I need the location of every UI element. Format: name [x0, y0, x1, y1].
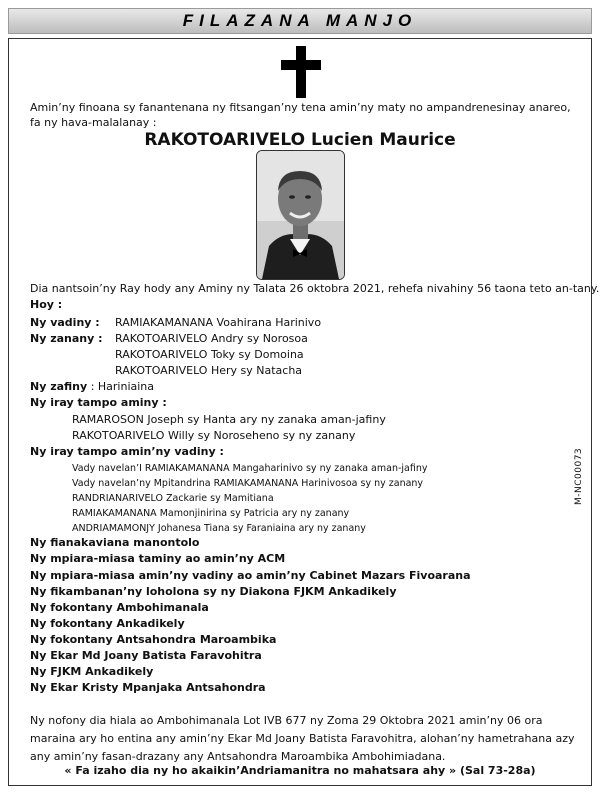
others-item: Ny FJKM Ankadikely [30, 665, 154, 678]
others-item: Ny Ekar Kristy Mpanjaka Antsahondra [30, 681, 266, 694]
zafiny-row [30, 379, 154, 394]
header-title: FILAZANA MANJO [182, 11, 418, 30]
others-item: Ny mpiara-miasa amin’ny vadiny ao amin’ny Cabinet Mazars Fivoarana [30, 569, 471, 582]
iray-tampo-vadiny-label: Ny iray tampo amin’ny vadiny : [30, 445, 224, 458]
reference-code: M-NC00073 [574, 447, 584, 505]
others-item: Ny fokontany Antsahondra Maroambika [30, 633, 277, 646]
zanany-line: RAKOTOARIVELO Andry sy Norosoa [115, 332, 308, 345]
intro-text: Amin’ny finoana sy fanantenana ny fitsangan’ny tena amin’ny maty no ampandrenesinay anareo, fa ny hava-malalanay : [30, 101, 571, 129]
vadiny-value: RAMIAKAMANANA Voahirana Harinivo [115, 316, 322, 329]
zanany-label: Ny zanany : [30, 332, 103, 345]
iray-tampo-aminy-line: RAMAROSON Joseph sy Hanta ary ny zanaka aman-jafiny [72, 413, 386, 426]
zanany-line: RAKOTOARIVELO Toky sy Domoina [115, 348, 304, 361]
announcement-text: Dia nantsoin’ny Ray hody any Aminy ny Talata 26 oktobra 2021, rehefa nivahiny 56 taona teto an-tany. [30, 282, 600, 295]
funeral-details: Ny nofony dia hiala ao Ambohimanala Lot IVB 677 ny Zoma 29 Oktobra 2021 amin’ny 06 ora maraina ary ho entina any amin’ny Ekar Md Joany Batista Faravohitra, alohan’ny hametrahana azy any amin’ny fasan-drazany any Antsahondra Maroambika Ambohimiadana. [30, 714, 575, 763]
deceased-photo [256, 150, 345, 280]
iray-tampo-aminy-label: Ny iray tampo aminy : [30, 396, 167, 409]
others-item: Ny fokontany Ambohimanala [30, 601, 209, 614]
cross-icon [281, 46, 321, 98]
iray-tampo-vadiny-line: RAMIAKAMANANA Mamonjinirina sy Patricia ary ny zanany [72, 508, 350, 519]
closing-quote: « Fa izaho dia ny ho akaikin’Andriamanitra no mahatsara ahy » (Sal 73-28a) [64, 764, 536, 777]
others-item: Ny fianakaviana manontolo [30, 536, 200, 549]
others-item: Ny Ekar Md Joany Batista Faravohitra [30, 649, 262, 662]
iray-tampo-aminy-line: RAKOTOARIVELO Willy sy Noroseheno sy ny zanany [72, 429, 356, 442]
zafiny-value: : Hariniaina [90, 380, 155, 393]
hoy-label: Hoy : [30, 298, 63, 311]
iray-tampo-vadiny-line: Vady navelan’I RAMIAKAMANANA Mangaharinivo sy ny zanaka aman-jafiny [72, 463, 428, 474]
others-item: Ny fikambanan’ny loholona sy ny Diakona FJKM Ankadikely [30, 585, 397, 598]
deceased-name: RAKOTOARIVELO Lucien Maurice [144, 130, 456, 150]
iray-tampo-vadiny-line: Vady navelan’ny Mpitandrina RAMIAKAMANANA Harinivosoa sy ny zanany [72, 478, 424, 489]
zanany-line: RAKOTOARIVELO Hery sy Natacha [115, 364, 303, 377]
zafiny-label: Ny zafiny [30, 380, 88, 393]
iray-tampo-vadiny-line: ANDRIAMAMONJY Johanesa Tiana sy Faraniaina ary ny zanany [72, 523, 366, 534]
others-item: Ny fokontany Ankadikely [30, 617, 185, 630]
iray-tampo-vadiny-line: RANDRIANARIVELO Zackarie sy Mamitiana [72, 493, 274, 504]
page-header [8, 8, 592, 34]
vadiny-label: Ny vadiny : [30, 316, 100, 329]
others-item: Ny mpiara-miasa taminy ao amin’ny ACM [30, 552, 286, 565]
